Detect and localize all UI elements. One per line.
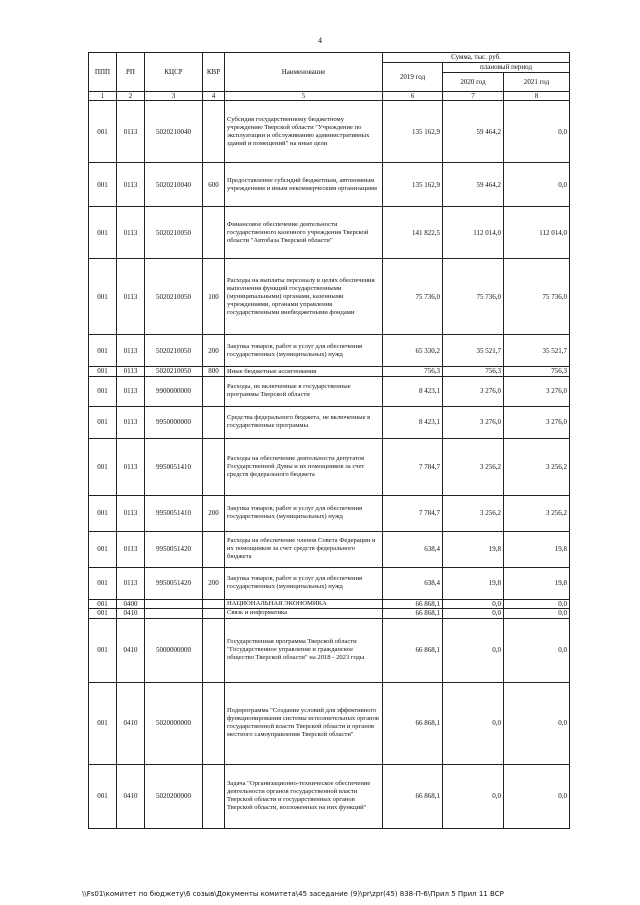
table-row [89,335,570,367]
cell-2019: 75 736,0 [383,259,443,335]
cell-kvr [203,376,225,406]
cell-name: Расходы на обеспечение членов Совета Федерации и их помощников за счет средств федерального бюджета [225,531,383,567]
cell-name: Финансовое обеспечение деятельности государственного казенного учреждения Тверской области "Автобаза Тверской области" [225,207,383,259]
cell-2020: 59 464,2 [443,163,504,207]
cell-ppp: 001 [89,207,117,259]
cell-2020: 112 014,0 [443,207,504,259]
cell-2020: 19,8 [443,531,504,567]
cell-kvr [203,438,225,495]
cell-2021: 3 256,2 [504,495,570,531]
cell-2019: 135 162,9 [383,101,443,163]
cell-2019: 7 784,7 [383,438,443,495]
cell-kcsr: 5020210050 [145,367,203,376]
cell-ppp: 001 [89,599,117,608]
cell-2019: 66 868,1 [383,618,443,682]
header-sum: Сумма, тыс. руб. [383,53,570,63]
cell-name: Задача "Организационно-техническое обеспечение деятельности органов государственной власти Тверской области и государственных органов Тверской области, возложенных на них функций" [225,764,383,828]
cell-2019: 66 868,1 [383,764,443,828]
table-row [89,406,570,438]
header-kcsr: КЦСР [145,53,203,92]
cell-2020: 3 256,2 [443,495,504,531]
cell-rp: 0410 [117,618,145,682]
cell-kvr [203,207,225,259]
cell-2019: 65 330,2 [383,335,443,367]
cell-2019: 638,4 [383,567,443,599]
cell-2021: 19,8 [504,531,570,567]
column-number: 5 [225,92,383,101]
cell-kcsr: 5000000000 [145,618,203,682]
cell-2019: 7 784,7 [383,495,443,531]
cell-kvr [203,609,225,618]
cell-2019: 66 868,1 [383,682,443,764]
cell-2020: 75 736,0 [443,259,504,335]
cell-name: Связь и информатика [225,609,383,618]
table-row [89,259,570,335]
cell-kvr: 100 [203,259,225,335]
cell-rp: 0113 [117,335,145,367]
cell-rp: 0400 [117,599,145,608]
cell-rp: 0410 [117,682,145,764]
cell-kvr [203,618,225,682]
cell-kvr: 800 [203,367,225,376]
cell-ppp: 001 [89,438,117,495]
file-path-footer: \\Fs01\комитет по бюджету\6 созыв\Документы комитета\45 заседание (9)\pr\zpr(45) 838-П-6\Прил 5 Прил 11 ВСР [82,890,504,898]
cell-kcsr: 9950051410 [145,438,203,495]
column-number: 7 [443,92,504,101]
cell-rp: 0113 [117,259,145,335]
cell-kcsr: 9900000000 [145,376,203,406]
cell-name: Расходы на обеспечение деятельности депутатов Государственной Думы и их помощников за счет средств федерального бюджета [225,438,383,495]
cell-kcsr: 5020000000 [145,682,203,764]
header-kvr: КВР [203,53,225,92]
cell-name: Закупка товаров, работ и услуг для обеспечения государственных (муниципальных) нужд [225,567,383,599]
column-number: 6 [383,92,443,101]
cell-rp: 0113 [117,101,145,163]
column-number-row [89,92,570,101]
cell-2020: 19,8 [443,567,504,599]
table-row [89,531,570,567]
cell-2020: 3 276,0 [443,406,504,438]
cell-ppp: 001 [89,567,117,599]
cell-kvr [203,599,225,608]
cell-ppp: 001 [89,376,117,406]
table-row [89,376,570,406]
cell-2019: 756,3 [383,367,443,376]
cell-rp: 0113 [117,406,145,438]
cell-2020: 3 256,2 [443,438,504,495]
cell-2020: 756,3 [443,367,504,376]
cell-2021: 75 736,0 [504,259,570,335]
table-row [89,609,570,618]
cell-2021: 0,0 [504,599,570,608]
cell-2019: 638,4 [383,531,443,567]
cell-kvr [203,406,225,438]
cell-rp: 0113 [117,163,145,207]
cell-2019: 8 423,1 [383,406,443,438]
column-number: 4 [203,92,225,101]
cell-kvr: 600 [203,163,225,207]
cell-2019: 66 868,1 [383,609,443,618]
cell-kcsr: 5020210050 [145,335,203,367]
cell-kcsr: 5020210040 [145,163,203,207]
cell-kvr [203,682,225,764]
cell-2020: 59 464,2 [443,101,504,163]
column-number: 8 [504,92,570,101]
cell-kvr: 200 [203,495,225,531]
cell-2021: 756,3 [504,367,570,376]
header-2019: 2019 год [383,63,443,92]
cell-2021: 0,0 [504,101,570,163]
column-number: 1 [89,92,117,101]
cell-2020: 0,0 [443,764,504,828]
cell-2021: 0,0 [504,682,570,764]
cell-name: Иные бюджетные ассигнования [225,367,383,376]
table-row [89,618,570,682]
cell-ppp: 001 [89,618,117,682]
budget-table [88,52,570,829]
cell-name: НАЦИОНАЛЬНАЯ ЭКОНОМИКА [225,599,383,608]
cell-2021: 3 276,0 [504,376,570,406]
cell-kcsr: 5020210040 [145,101,203,163]
header-ppp: ППП [89,53,117,92]
cell-ppp: 001 [89,163,117,207]
table-row [89,682,570,764]
table-row [89,438,570,495]
cell-2021: 0,0 [504,764,570,828]
cell-kvr [203,764,225,828]
cell-2021: 3 256,2 [504,438,570,495]
cell-name: Расходы на выплаты персоналу в целях обеспечения выполнения функций государственными (муниципальными) органами, казенными учреждениями, органами управления государственными внебюджетными фондами [225,259,383,335]
header-2021: 2021 год [504,73,570,92]
cell-rp: 0113 [117,367,145,376]
table-row [89,567,570,599]
cell-kvr: 200 [203,567,225,599]
cell-kcsr [145,609,203,618]
cell-2019: 135 162,9 [383,163,443,207]
cell-kvr [203,101,225,163]
cell-kcsr: 5020210050 [145,207,203,259]
header-2020: 2020 год [443,73,504,92]
cell-ppp: 001 [89,367,117,376]
cell-ppp: 001 [89,495,117,531]
cell-name: Государственная программа Тверской области "Государственное управление и гражданское общество Тверской области" на 2018 - 2023 годы [225,618,383,682]
cell-2021: 3 276,0 [504,406,570,438]
cell-kcsr: 5020200000 [145,764,203,828]
cell-kvr: 200 [203,335,225,367]
cell-ppp: 001 [89,531,117,567]
cell-2021: 35 521,7 [504,335,570,367]
cell-rp: 0113 [117,567,145,599]
cell-kcsr: 9950051420 [145,531,203,567]
cell-ppp: 001 [89,335,117,367]
cell-kcsr: 9950051410 [145,495,203,531]
table-row [89,207,570,259]
cell-ppp: 001 [89,682,117,764]
cell-2019: 141 822,5 [383,207,443,259]
table-row [89,101,570,163]
cell-2020: 0,0 [443,682,504,764]
table-row [89,495,570,531]
table-row [89,599,570,608]
cell-2020: 0,0 [443,599,504,608]
cell-rp: 0113 [117,495,145,531]
header-name: Наименование [225,53,383,92]
cell-rp: 0113 [117,207,145,259]
cell-2020: 3 276,0 [443,376,504,406]
cell-kcsr: 9950051420 [145,567,203,599]
cell-2020: 35 521,7 [443,335,504,367]
cell-kvr [203,531,225,567]
cell-ppp: 001 [89,259,117,335]
cell-ppp: 001 [89,609,117,618]
cell-rp: 0113 [117,376,145,406]
cell-name: Субсидия государственному бюджетному учреждению Тверской области "Учреждение по эксплуатации и обслуживанию административных зданий и помещений" на иные цели [225,101,383,163]
cell-kcsr: 5020210050 [145,259,203,335]
cell-rp: 0113 [117,438,145,495]
header-rp: РП [117,53,145,92]
cell-name: Средства федерального бюджета, не включенные в государственные программы [225,406,383,438]
cell-rp: 0113 [117,531,145,567]
cell-2020: 0,0 [443,618,504,682]
cell-name: Расходы, не включенные в государственные программы Тверской области [225,376,383,406]
cell-name: Подпрограмма "Создание условий для эффективного функционирования системы исполнительных органов государственной власти Тверской области и органов местного самоуправления Тверской области" [225,682,383,764]
cell-name: Закупка товаров, работ и услуг для обеспечения государственных (муниципальных) нужд [225,335,383,367]
column-number: 3 [145,92,203,101]
cell-2021: 112 014,0 [504,207,570,259]
cell-kcsr: 9950000000 [145,406,203,438]
cell-2021: 0,0 [504,618,570,682]
cell-name: Закупка товаров, работ и услуг для обеспечения государственных (муниципальных) нужд [225,495,383,531]
cell-name: Предоставление субсидий бюджетным, автономным учреждениям и иным некоммерческим организациям [225,163,383,207]
table-row [89,367,570,376]
cell-rp: 0410 [117,609,145,618]
cell-ppp: 001 [89,101,117,163]
cell-2020: 0,0 [443,609,504,618]
cell-2021: 19,8 [504,567,570,599]
cell-ppp: 001 [89,764,117,828]
header-plan-period: плановый период [443,63,570,73]
page-number: 4 [318,36,322,45]
table-row [89,764,570,828]
cell-ppp: 001 [89,406,117,438]
cell-2021: 0,0 [504,609,570,618]
column-number: 2 [117,92,145,101]
cell-2021: 0,0 [504,163,570,207]
cell-rp: 0410 [117,764,145,828]
cell-2019: 8 423,1 [383,376,443,406]
cell-kcsr [145,599,203,608]
table-row [89,163,570,207]
cell-2019: 66 868,1 [383,599,443,608]
